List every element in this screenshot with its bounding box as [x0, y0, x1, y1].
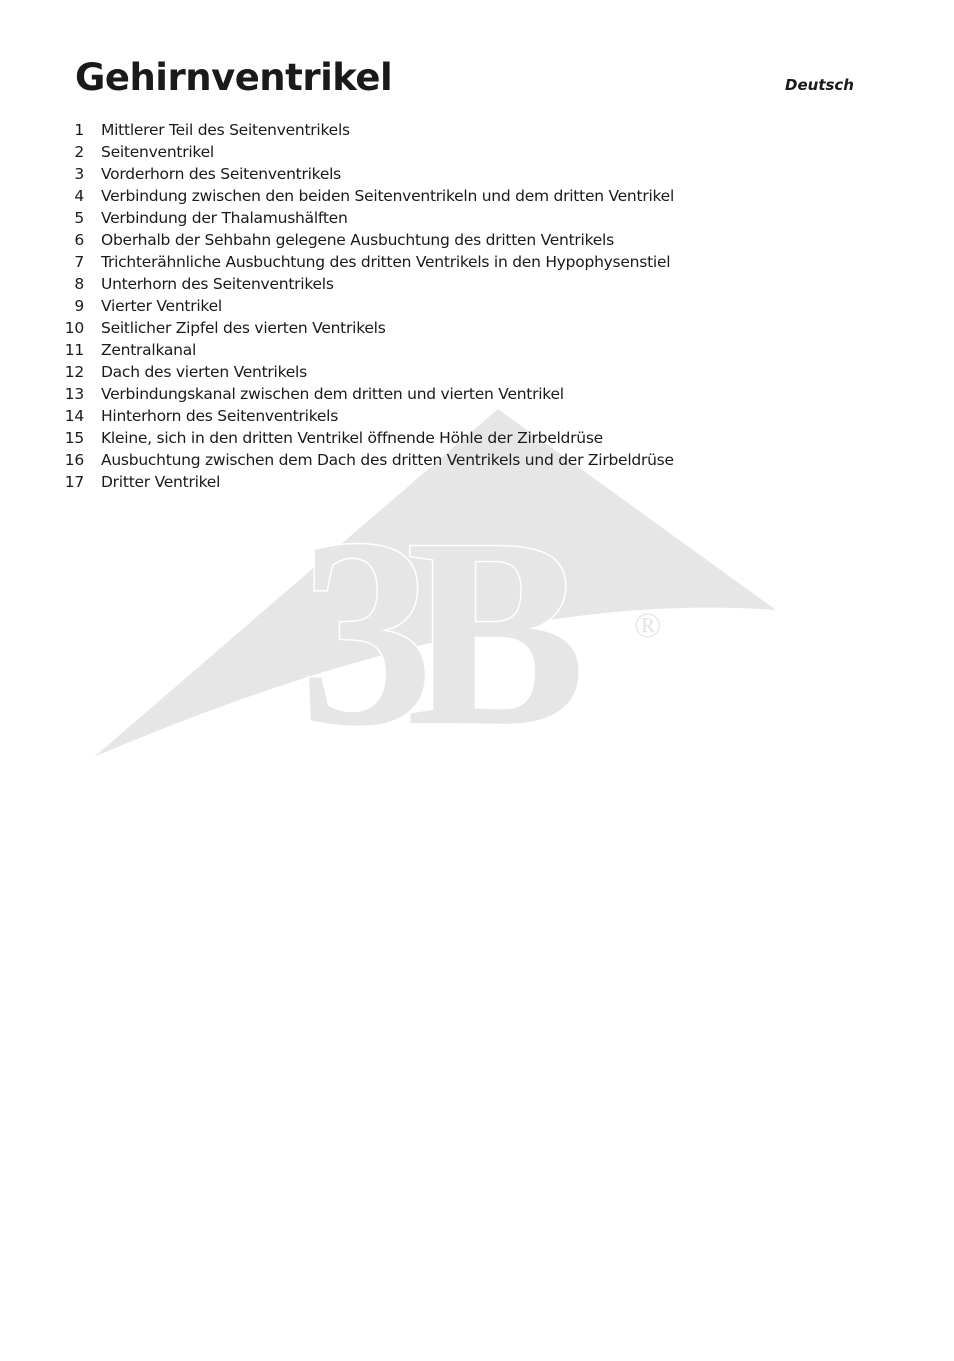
legend-item-text: Oberhalb der Sehbahn gelegene Ausbuchtung des dritten Ventrikels — [101, 231, 614, 249]
legend-item — [60, 295, 674, 317]
legend-item-number: 9 — [74, 297, 84, 315]
legend-item-number: 17 — [64, 473, 84, 491]
legend-item-text: Seitenventrikel — [101, 143, 214, 161]
legend-item-text: Dach des vierten Ventrikels — [101, 363, 307, 381]
legend-item — [60, 185, 674, 207]
legend-item-number: 3 — [74, 165, 84, 183]
legend-item-number: 15 — [64, 429, 84, 447]
legend-item — [60, 273, 674, 295]
legend-item-text: Kleine, sich in den dritten Ventrikel öffnende Höhle der Zirbeldrüse — [101, 429, 603, 447]
legend-item-number: 2 — [74, 143, 84, 161]
legend-item-text: Vierter Ventrikel — [101, 297, 222, 315]
legend-item — [60, 449, 674, 471]
legend-item-text: Hinterhorn des Seitenventrikels — [101, 407, 339, 425]
legend-item-number: 5 — [74, 209, 84, 227]
legend-item — [60, 119, 674, 141]
watermark-registered-mark: ® — [634, 605, 662, 645]
legend-item-number: 16 — [64, 451, 84, 469]
legend-item — [60, 141, 674, 163]
legend-item-text: Ausbuchtung zwischen dem Dach des dritten Ventrikels und der Zirbeldrüse — [101, 451, 674, 469]
legend-item-text: Verbindung zwischen den beiden Seitenventrikeln und dem dritten Ventrikel — [101, 187, 675, 205]
legend-item-number: 13 — [64, 385, 84, 403]
legend-item — [60, 427, 674, 449]
legend-item — [60, 383, 674, 405]
legend-item-number: 6 — [74, 231, 84, 249]
legend-item-text: Verbindungskanal zwischen dem dritten und vierten Ventrikel — [101, 385, 564, 403]
legend-item — [60, 229, 674, 251]
legend-item-number: 10 — [64, 319, 84, 337]
legend-item — [60, 251, 674, 273]
legend-item-number: 4 — [74, 187, 84, 205]
legend-item-number: 11 — [64, 341, 84, 359]
legend-item — [60, 361, 674, 383]
legend-item-number: 1 — [74, 121, 84, 139]
legend-item-text: Mittlerer Teil des Seitenventrikels — [101, 121, 350, 139]
language-label: Deutsch — [785, 76, 854, 94]
page-title: Gehirnventrikel — [75, 56, 393, 99]
legend-item — [60, 471, 674, 493]
legend-item-text: Trichterähnliche Ausbuchtung des dritten Ventrikels in den Hypophysenstiel — [101, 253, 671, 271]
legend-item-number: 8 — [74, 275, 84, 293]
legend-item-text: Unterhorn des Seitenventrikels — [101, 275, 334, 293]
legend-item-text: Verbindung der Thalamushälften — [101, 209, 348, 227]
legend-item — [60, 339, 674, 361]
legend-item-number: 7 — [74, 253, 84, 271]
legend-item-text: Zentralkanal — [101, 341, 197, 359]
legend-item-text: Vorderhorn des Seitenventrikels — [101, 165, 341, 183]
legend-item — [60, 405, 674, 427]
legend-item — [60, 207, 674, 229]
legend-item-text: Seitlicher Zipfel des vierten Ventrikels — [101, 319, 386, 337]
watermark-logo: 3B — [299, 483, 559, 761]
legend-item-number: 12 — [64, 363, 84, 381]
legend-item — [60, 317, 674, 339]
legend-item-number: 14 — [64, 407, 84, 425]
legend-item — [60, 163, 674, 185]
legend-list — [60, 119, 674, 493]
legend-item-text: Dritter Ventrikel — [101, 473, 221, 491]
